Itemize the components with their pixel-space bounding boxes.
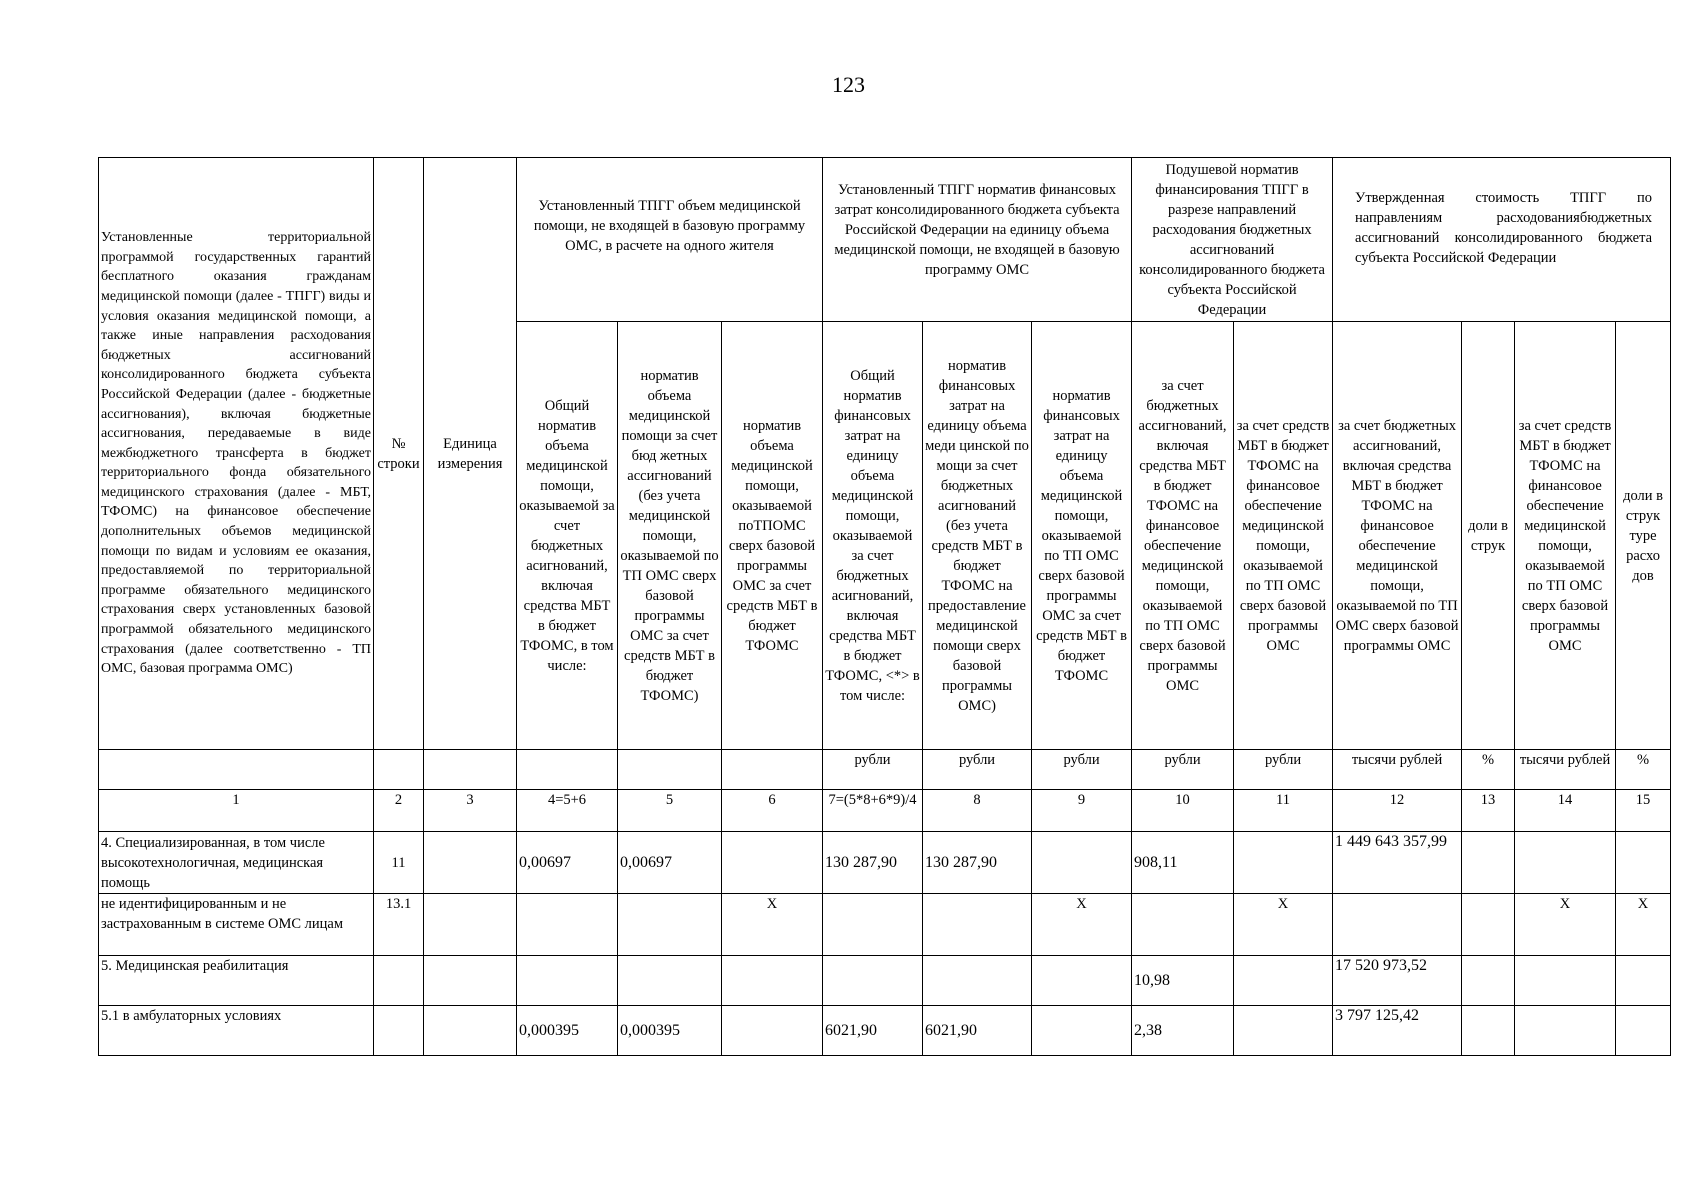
header-col-9: норматив финансовых затрат на единицу объема медицинской помощи, оказываемой по ТП ОМС сверх базовой программы ОМС за счет средств МБТ в бюджет ТФОМС <box>1032 322 1132 750</box>
row-name: 5. Медицинская реабилитация <box>99 956 374 1006</box>
row-value-13 <box>1462 1006 1515 1056</box>
row-value-11 <box>1234 832 1333 894</box>
row-value-9 <box>1032 956 1132 1006</box>
row-value-10 <box>1132 894 1234 956</box>
row-value-14 <box>1515 1006 1616 1056</box>
number-cell-7: 7=(5*8+6*9)/4 <box>823 790 923 832</box>
row-value-12: 3 797 125,42 <box>1333 1006 1462 1056</box>
table-row <box>99 956 1671 1006</box>
unit-cell-15: % <box>1616 750 1671 790</box>
number-cell-6: 6 <box>722 790 823 832</box>
unit-cell-6 <box>722 750 823 790</box>
row-value-8: 130 287,90 <box>923 832 1032 894</box>
header-col-3: Единица измерения <box>424 158 517 750</box>
row-value-7: 130 287,90 <box>823 832 923 894</box>
unit-cell-14: тысячи рублей <box>1515 750 1616 790</box>
row-value-4: 0,00697 <box>517 832 618 894</box>
row-unit <box>424 1006 517 1056</box>
row-unit <box>424 894 517 956</box>
unit-cell-13: % <box>1462 750 1515 790</box>
row-value-5: 0,000395 <box>618 1006 722 1056</box>
row-value-15 <box>1616 1006 1671 1056</box>
row-value-13 <box>1462 894 1515 956</box>
unit-cell-9: рубли <box>1032 750 1132 790</box>
header-group-volume: Установленный ТПГГ объем медицинской помощи, не входящей в базовую программу ОМС, в расчете на одного жителя <box>517 158 823 322</box>
row-unit <box>424 956 517 1006</box>
unit-cell-12: тысячи рублей <box>1333 750 1462 790</box>
row-number <box>374 1006 424 1056</box>
row-value-5 <box>618 956 722 1006</box>
row-value-7: 6021,90 <box>823 1006 923 1056</box>
header-col-4: Общий норматив объема медицинской помощи, оказываемой за счет бюджетных асигнований, включая средства МБТ в бюджет ТФОМС, в том числе: <box>517 322 618 750</box>
row-value-14 <box>1515 956 1616 1006</box>
table-row <box>99 1006 1671 1056</box>
row-value-14: X <box>1515 894 1616 956</box>
unit-cell-10: рубли <box>1132 750 1234 790</box>
row-value-11 <box>1234 1006 1333 1056</box>
header-col-6: норматив объема медицинской помощи, оказываемой поТПОМС сверх базовой программы ОМС за счет средств МБТ в бюджет ТФОМС <box>722 322 823 750</box>
numbers-row <box>99 790 1671 832</box>
row-value-4 <box>517 956 618 1006</box>
row-value-5 <box>618 894 722 956</box>
header-row-groups <box>99 158 1671 322</box>
row-value-7 <box>823 956 923 1006</box>
row-value-9 <box>1032 1006 1132 1056</box>
header-col-5: норматив объема медицинской помощи за счет бюд жетных ассигнований (без учета медицинской помощи, оказываемой по ТП ОМС сверх базовой программы ОМС за счет средств МБТ в бюджет ТФОМС) <box>618 322 722 750</box>
header-col-15: доли в струк туре расхо дов <box>1616 322 1671 750</box>
header-col-7: Общий норматив финансовых затрат на единицу объема медицинской помощи, оказываемой за счет бюджетных асигнований, включая средства МБТ в бюджет ТФОМС, <*> в том числе: <box>823 322 923 750</box>
row-value-14 <box>1515 832 1616 894</box>
number-cell-13: 13 <box>1462 790 1515 832</box>
unit-cell-1 <box>99 750 374 790</box>
header-col-1: Установленные территориальной программой государственных гарантий бесплатного оказания гражданам медицинской помощи (далее - ТПГГ) виды и условия оказания медицинской помощи, а также иные направления расходования бюджетных ассигнований консолидированного бюджета субъекта Российской Федерации (далее - бюджетные ассигнования), включая бюджетные ассигнования, передаваемые в виде межбюджетного трансферта в бюджет территориального фонда обязательного медицинского страхования (далее - МБТ, ТФОМС) на финансовое обеспечение дополнительных объемов медицинской помощи по видам и условиям ее оказания, предоставляемой по территориальной программе обязательного медицинского страхования сверх установленных базовой программой обязательного медицинского страхования (далее соответственно - ТП ОМС, базовая программа ОМС) <box>99 158 374 750</box>
row-value-15 <box>1616 832 1671 894</box>
table-row <box>99 894 1671 956</box>
row-unit <box>424 832 517 894</box>
row-value-9: X <box>1032 894 1132 956</box>
header-col-14: за счет средств МБТ в бюджет ТФОМС на финансовое обеспечение медицинской помощи, оказываемой по ТП ОМС сверх базовой программы ОМС <box>1515 322 1616 750</box>
row-name: не идентифицированным и не застрахованным в системе ОМС лицам <box>99 894 374 956</box>
row-value-4 <box>517 894 618 956</box>
units-row <box>99 750 1671 790</box>
number-cell-12: 12 <box>1333 790 1462 832</box>
header-group-norm: Установленный ТПГГ норматив финансовых затрат консолидированного бюджета субъекта Российской Федерации на единицу объема медицинской помощи, не входящей в базовую программу ОМС <box>823 158 1132 322</box>
row-value-13 <box>1462 832 1515 894</box>
number-cell-3: 3 <box>424 790 517 832</box>
number-cell-1: 1 <box>99 790 374 832</box>
number-cell-15: 15 <box>1616 790 1671 832</box>
norms-table <box>98 157 1671 1056</box>
unit-cell-4 <box>517 750 618 790</box>
row-value-12: 1 449 643 357,99 <box>1333 832 1462 894</box>
page-number: 123 <box>832 72 865 97</box>
number-cell-10: 10 <box>1132 790 1234 832</box>
row-value-13 <box>1462 956 1515 1006</box>
row-value-11 <box>1234 956 1333 1006</box>
row-value-9 <box>1032 832 1132 894</box>
header-col-2: № строки <box>374 158 424 750</box>
unit-cell-11: рубли <box>1234 750 1333 790</box>
row-value-10: 10,98 <box>1132 956 1234 1006</box>
header-col-10: за счет бюджетных ассигнований, включая средства МБТ в бюджет ТФОМС на финансовое обеспечение медицинской помощи, оказываемой по ТП ОМС сверх базовой программы ОМС <box>1132 322 1234 750</box>
row-value-8 <box>923 894 1032 956</box>
row-value-6 <box>722 832 823 894</box>
row-number <box>374 956 424 1006</box>
row-value-4: 0,000395 <box>517 1006 618 1056</box>
number-cell-8: 8 <box>923 790 1032 832</box>
row-value-6: X <box>722 894 823 956</box>
header-col-12: за счет бюджетных ассигнований, включая средства МБТ в бюджет ТФОМС на финансовое обеспечение медицинской помощи, оказываемой по ТП ОМС сверх базовой программы ОМС <box>1333 322 1462 750</box>
row-number: 11 <box>374 832 424 894</box>
row-value-6 <box>722 1006 823 1056</box>
row-value-11: X <box>1234 894 1333 956</box>
row-value-8 <box>923 956 1032 1006</box>
row-value-12: 17 520 973,52 <box>1333 956 1462 1006</box>
unit-cell-8: рубли <box>923 750 1032 790</box>
row-name: 5.1 в амбулаторных условиях <box>99 1006 374 1056</box>
number-cell-2: 2 <box>374 790 424 832</box>
row-value-6 <box>722 956 823 1006</box>
number-cell-9: 9 <box>1032 790 1132 832</box>
row-value-8: 6021,90 <box>923 1006 1032 1056</box>
header-col-11: за счет средств МБТ в бюджет ТФОМС на финансовое обеспечение медицинской помощи, оказываемой по ТП ОМС сверх базовой программы ОМС <box>1234 322 1333 750</box>
row-value-12 <box>1333 894 1462 956</box>
row-value-10: 908,11 <box>1132 832 1234 894</box>
table-row <box>99 832 1671 894</box>
number-cell-11: 11 <box>1234 790 1333 832</box>
header-group-percapita: Подушевой норматив финансирования ТПГГ в разрезе направлений расходования бюджетных ассигнований консолидированного бюджета субъекта Российской Федерации <box>1132 158 1333 322</box>
row-value-15 <box>1616 956 1671 1006</box>
unit-cell-5 <box>618 750 722 790</box>
unit-cell-7: рубли <box>823 750 923 790</box>
number-cell-5: 5 <box>618 790 722 832</box>
header-group-cost: Утвержденная стоимость ТПГГ по направлениям расходованиябюджетных ассигнований консолидированного бюджета субъекта Российской Федерации <box>1333 158 1671 322</box>
unit-cell-3 <box>424 750 517 790</box>
unit-cell-2 <box>374 750 424 790</box>
header-col-8: норматив финансовых затрат на единицу объема меди цинской по мощи за счет бюджетных асигнований (без учета средств МБТ в бюджет ТФОМС на предоставление медицинской помощи сверх базовой программы ОМС) <box>923 322 1032 750</box>
number-cell-14: 14 <box>1515 790 1616 832</box>
row-value-7 <box>823 894 923 956</box>
header-col-13: доли в струк <box>1462 322 1515 750</box>
row-value-15: X <box>1616 894 1671 956</box>
row-name: 4. Специализированная, в том числе высокотехнологичная, медицинская помощь <box>99 832 374 894</box>
row-value-5: 0,00697 <box>618 832 722 894</box>
number-cell-4: 4=5+6 <box>517 790 618 832</box>
row-number: 13.1 <box>374 894 424 956</box>
row-value-10: 2,38 <box>1132 1006 1234 1056</box>
